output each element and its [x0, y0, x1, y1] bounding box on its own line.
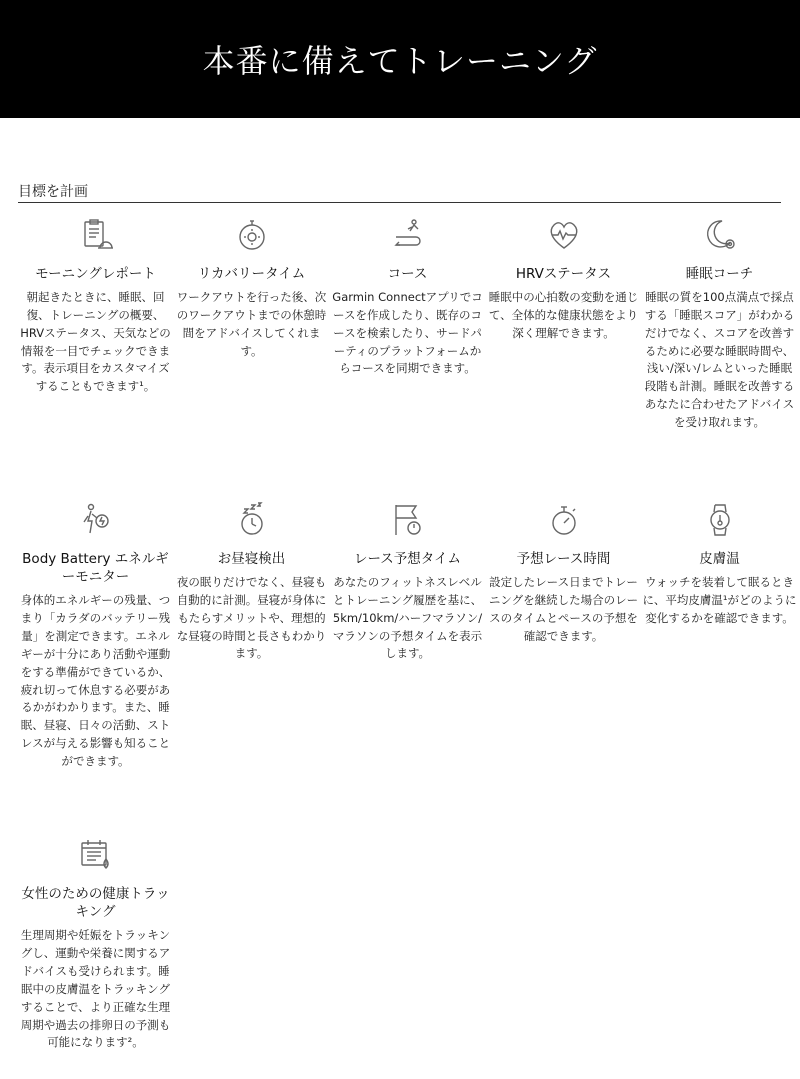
watch-thermometer-icon — [642, 500, 797, 540]
feature-title: モーニングレポート — [35, 266, 156, 282]
feature-title: コース — [387, 266, 428, 282]
feature-title: レース予想タイム — [353, 551, 462, 567]
feature-card-body-battery — [18, 500, 173, 771]
feature-text: あなたのフィットネスレベルとトレーニング履歴を基に、5km/10km/ハーフマラソン/マラソンの予想タイムを表示します。 — [332, 575, 483, 661]
section-title: 目標を計画 — [18, 181, 781, 203]
feature-text: 身体的エネルギーの残量、つまり「カラダのバッテリー残量」を測定できます。エネルギーが十分にあり活動や運動をする準備ができているか、疲れ切って休息する必要があるかがわかります。また、睡眠、昼寝、日々の活動、ストレスが与える影響も知ることができます。 — [20, 593, 171, 768]
feature-card-nap-detection — [174, 500, 329, 663]
feature-text: 生理周期や妊娠をトラッキングし、運動や栄養に関するアドバイスも受けられます。睡眠中の皮膚温をトラッキングすることで、より正確な生理周期や過去の排卵日の予測も可能になります²。 — [20, 928, 171, 1050]
body-battery-icon — [18, 500, 173, 540]
feature-text: 設定したレース日までトレーニングを継続した場合のレースのタイムとペースの予想を確認できます。 — [488, 575, 639, 643]
moon-coach-icon — [642, 215, 797, 255]
race-flag-icon — [330, 500, 485, 540]
feature-card-morning-report — [18, 215, 173, 396]
hero-banner — [0, 0, 800, 118]
feature-title: 予想レース時間 — [516, 551, 611, 567]
feature-card-recovery-time — [174, 215, 329, 360]
feature-card-womens-health — [18, 835, 173, 1052]
calendar-drop-icon — [18, 835, 173, 875]
heart-wave-icon — [486, 215, 641, 255]
feature-title: 皮膚温 — [699, 551, 740, 567]
feature-text: 睡眠中の心拍数の変動を通じて、全体的な健康状態をより深く理解できます。 — [488, 290, 639, 340]
feature-text: Garmin Connectアプリでコースを作成したり、既存のコースを検索したり、サードパーティのプラットフォームからコースを同期できます。 — [332, 290, 483, 376]
stopwatch-icon — [486, 500, 641, 540]
feature-card-hrv-status — [486, 215, 641, 343]
feature-card-skin-temperature — [642, 500, 797, 628]
clipboard-sunrise-icon — [18, 215, 173, 255]
feature-text: ウォッチを装着して眠るときに、平均皮膚温¹がどのように変化するかを確認できます。 — [642, 575, 797, 625]
feature-title: Body Battery エネルギーモニター — [22, 551, 169, 586]
runner-route-icon — [330, 215, 485, 255]
stopwatch-sun-icon — [174, 215, 329, 255]
feature-text: 睡眠の質を100点満点で採点する「睡眠スコア」がわかるだけでなく、スコアを改善するために必要な睡眠時間や、浅い/深い/レムといった睡眠段階も計測。睡眠を改善するあなたに合わせたアドバイスを受け取れます。 — [644, 290, 795, 429]
feature-card-course — [330, 215, 485, 378]
feature-card-sleep-coach — [642, 215, 797, 432]
feature-text: ワークアウトを行った後、次のワークアウトまでの休憩時間をアドバイスしてくれます。 — [176, 290, 327, 358]
hero-title: 本番に備えてトレーニング — [202, 42, 598, 80]
feature-text: 夜の眠りだけでなく、昼寝も自動的に計測。昼寝が身体にもたらすメリットや、理想的な昼寝の時間と長さもわかります。 — [176, 575, 327, 661]
feature-title: HRVステータス — [515, 266, 612, 282]
feature-title: 女性のための健康トラッキング — [21, 886, 170, 921]
feature-card-race-prediction — [330, 500, 485, 663]
feature-text: 朝起きたときに、睡眠、回復、トレーニングの概要、HRVステータス、天気などの情報を一目でチェックできます。表示項目をカスタマイズすることもできます¹。 — [20, 290, 171, 394]
feature-title: お昼寝検出 — [217, 551, 286, 567]
feature-card-predicted-race-time — [486, 500, 641, 645]
feature-title: リカバリータイム — [197, 266, 306, 282]
feature-title: 睡眠コーチ — [685, 266, 754, 282]
nap-clock-icon — [174, 500, 329, 540]
